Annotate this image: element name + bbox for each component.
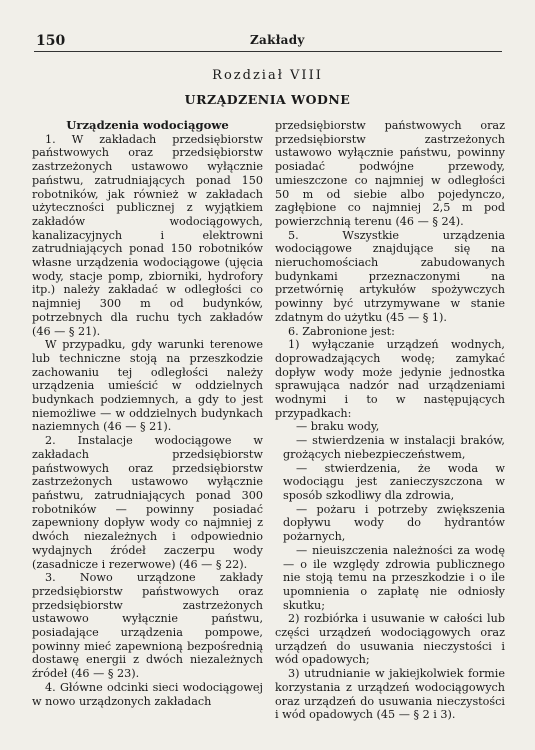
chapter-label: Rozdział VIII [212, 68, 323, 83]
left-column [32, 119, 263, 708]
paragraph: 6. Zabronione jest: [288, 324, 395, 338]
paragraph: 5. Wszystkie urządzenia wodociągowe znajdujące się na nieruchomościach zabudowanych budynkami przeznaczonymi na przetwórnię artykułów spożywczych powinny być utrzymywane w stanie zdatnym do użytku (45 — § 1). [275, 228, 505, 324]
paragraph: 2. Instalacje wodociągowe w zakładach przedsiębiorstw państwowych oraz przedsiębiorstw zastrzeżonych ustawowo wyłącznie państwu, zatrudniających ponad 300 robotników — powinny posiadać zapewniony dopływ wody co najmniej z dwóch niezależnych i odpowiednio wydajnych źródeł zaczerpu wody (zasadnicze i rezerwowe) (46 — § 22). [32, 434, 263, 571]
list-item: — nieuiszczenia należności za wodę — o ile względy zdrowia publicznego nie stoją temu na przeszkodzie i o ile upomnienia o zapłatę nie odniosły skutku; [283, 543, 505, 612]
list-item: — stwierdzenia w instalacji braków, grożących niebezpieczeństwem, [283, 434, 505, 461]
header-rule [34, 51, 502, 52]
list-item: 3) utrudnianie w jakiejkolwiek formie korzystania z urządzeń wodociągowych oraz urządzeń do usuwania nieczystości i wód opadowych (45 — § 2 i 3). [275, 667, 505, 722]
running-title: Zakłady [250, 33, 305, 47]
chapter-title: URZĄDZENIA WODNE [184, 92, 351, 107]
list-item: 2) rozbiórka i usuwanie w całości lub części urządzeń wodociągowych oraz urządzeń do usuwania nieczystości i wód opadowych; [275, 612, 505, 667]
paragraph: 1. W zakładach przedsiębiorstw państwowych oraz przedsiębiorstw zastrzeżonych ustawowo wyłącznie państwu, zatrudniających ponad 150 robotników, jak również w zakładach użyteczności publicznej z wyjątkiem zakładów wodociągowych, kanalizacyjnych i elektrowni zatrudniających ponad 150 robotników własne urządzenia wodociągowe (ujęcia wody, stacje pomp, zbiorniki, hydrofory itp.) należy zakładać w odległości co najmniej 300 m od budynków, potrzebnych dla ruchu tych zakładów (46 — § 21). [32, 132, 263, 338]
list-item: — stwierdzenia, że woda w wodociągu jest zanieczyszczona w sposób szkodliwy dla zdrowia, [283, 461, 505, 502]
page-number: 150 [36, 33, 66, 49]
paragraph: przedsiębiorstw państwowych oraz przedsiębiorstw zastrzeżonych ustawowo wyłącznie państwu, powinny posiadać podwójne przewody, umieszczone co najmniej w odległości 50 m od siebie albo pojedynczo, zagłębione co najmniej 2,5 m pod powierzchnią terenu (46 — § 24). [275, 119, 505, 228]
list-item: — braku wody, [296, 420, 380, 434]
section-heading: Urządzenia wodociągowe [66, 118, 229, 132]
list-item: — pożaru i potrzeby zwiększenia dopływu wody do hydrantów pożarnych, [283, 502, 505, 544]
page-header [34, 31, 502, 53]
paragraph: W przypadku, gdy warunki terenowe lub techniczne stoją na przeszkodzie zachowaniu tej odległości należy urządzenia umieścić w oddzielnych budynkach podziemnych, a gdy to jest niemożliwe — w oddzielnych budynkach naziemnych (46 — § 21). [32, 338, 263, 434]
paragraph: 3. Nowo urządzone zakłady przedsiębiorstw państwowych oraz przedsiębiorstw zastrzeżonych ustawowo wyłącznie państwu, posiadające urządzenia pompowe, powinny mieć zapewnioną bezpośrednią dostawę energii z dwóch niezależnych źródeł (46 — § 23). [32, 571, 263, 681]
right-column [275, 119, 505, 722]
paragraph: 4. Główne odcinki sieci wodociągowej w nowo urządzonych zakładach [32, 680, 263, 708]
list-item: 1) wyłączanie urządzeń wodnych, doprowadzających wodę; zamykać dopływ wody może jedynie jednostka sprawująca nadzór nad urządzeniami wodnymi i to w następujących przypadkach: [275, 338, 505, 420]
